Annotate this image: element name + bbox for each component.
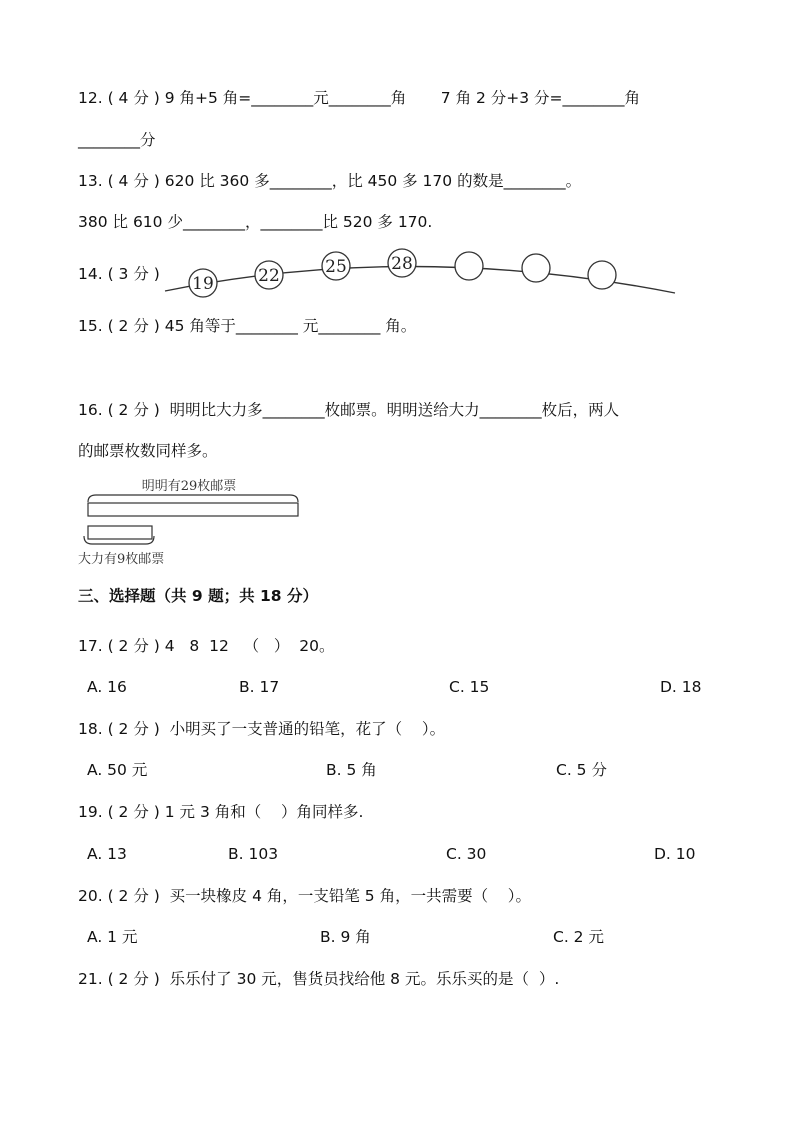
q16-line2: 的邮票枚数同样多。 — [78, 442, 218, 460]
sequence-blank-circle-3 — [588, 261, 616, 289]
sequence-number-2: 22 — [258, 266, 280, 286]
q18-option-a[interactable]: A. 50 元 — [87, 761, 148, 779]
mingming-bar — [88, 503, 298, 516]
q20-option-b[interactable]: B. 9 角 — [320, 928, 371, 946]
q18-text: 18. ( 2 分 ) 小明买了一支普通的铅笔，花了（ ）。 — [78, 720, 446, 738]
q17-option-a[interactable]: A. 16 — [87, 678, 127, 696]
q19-option-b[interactable]: B. 103 — [228, 845, 279, 863]
sequence-blank-circle-2 — [522, 254, 550, 282]
dali-bar — [88, 526, 152, 539]
top-bar-label: 明明有29枚邮票 — [141, 479, 237, 494]
number-sequence-figure — [160, 246, 680, 302]
q12-line2: ________分 — [78, 131, 156, 149]
top-brace — [88, 495, 298, 502]
q20-option-a[interactable]: A. 1 元 — [87, 928, 138, 946]
q20-text: 20. ( 2 分 ) 买一块橡皮 4 角，一支铅笔 5 角，一共需要（ ）。 — [78, 887, 532, 905]
q17-option-d[interactable]: D. 18 — [660, 678, 702, 696]
q20-option-c[interactable]: C. 2 元 — [553, 928, 604, 946]
q17-text: 17. ( 2 分 ) 4 8 12 （ ） 20。 — [78, 637, 335, 655]
sequence-number-1: 19 — [192, 274, 214, 294]
bottom-bar-label: 大力有9枚邮票 — [78, 552, 165, 567]
stamp-bar-figure — [76, 474, 302, 568]
sequence-blank-circle-1 — [455, 252, 483, 280]
section-title: 三、选择题（共 9 题；共 18 分） — [78, 587, 318, 605]
q12-line1: 12. ( 4 分 ) 9 角+5 角=________元________角 7 角 2 分+3 分=________角 — [78, 89, 641, 107]
q21-text: 21. ( 2 分 ) 乐乐付了 30 元，售货员找给他 8 元。乐乐买的是（ ）. — [78, 970, 560, 988]
sequence-number-3: 25 — [325, 257, 347, 277]
q13-line2: 380 比 610 少________，________比 520 多 170. — [78, 213, 433, 231]
q19-option-a[interactable]: A. 13 — [87, 845, 127, 863]
q13-line1: 13. ( 4 分 ) 620 比 360 多________，比 450 多 170 的数是________。 — [78, 172, 582, 190]
q19-option-d[interactable]: D. 10 — [654, 845, 696, 863]
q16-line1: 16. ( 2 分 ) 明明比大力多________枚邮票。明明送给大力________枚后，两人 — [78, 401, 620, 419]
q19-text: 19. ( 2 分 ) 1 元 3 角和（ ）角同样多. — [78, 803, 364, 821]
q19-option-c[interactable]: C. 30 — [446, 845, 487, 863]
q17-option-b[interactable]: B. 17 — [239, 678, 280, 696]
q18-option-c[interactable]: C. 5 分 — [556, 761, 607, 779]
q15-text: 15. ( 2 分 ) 45 角等于________ 元________ 角。 — [78, 317, 417, 335]
q14-text: 14. ( 3 分 ) — [78, 265, 160, 283]
q18-option-b[interactable]: B. 5 角 — [326, 761, 377, 779]
sequence-number-4: 28 — [391, 254, 413, 274]
q17-option-c[interactable]: C. 15 — [449, 678, 490, 696]
